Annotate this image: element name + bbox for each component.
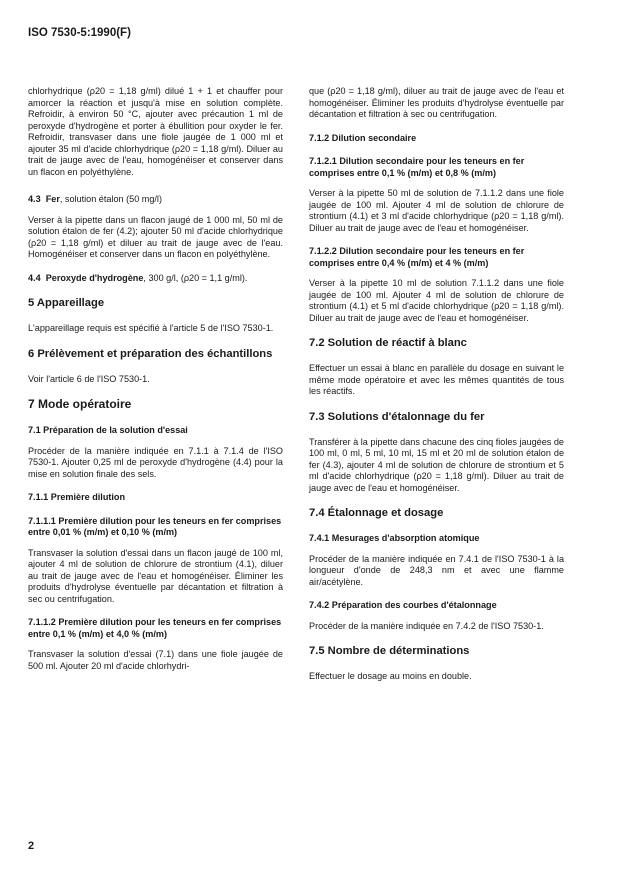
section-7-4-1-heading: 7.4.1 Mesurages d'absorption atomique: [309, 533, 480, 543]
section-7-1-1-1-heading: 7.1.1.1 Première dilution pour les teneurs en fer comprises entre 0,01 % (m/m) et 0,10 % (m/m): [28, 515, 282, 537]
left-column: [28, 86, 283, 684]
section-7-1-1-2-heading: 7.1.1.2 Première dilution pour les teneurs en fer comprises entre 0,1 % (m/m) et 4,0 % (m/m): [28, 617, 282, 639]
paragraph: Effectuer le dosage au moins en double.: [309, 671, 472, 681]
paragraph: Transférer à la pipette dans chacune des cinq fioles jaugées de 100 ml, 0 ml, 5 ml, 10 ml, 15 ml et 20 ml de solution étalon de fer (4.3), ajouter 4 ml de solution de chlorure de strontium et 5 ml d'acide chlorhydrique (ρ20 = 1,18 g/ml). Diluer au trait de jauge avec de l'eau et homogénéiser.: [309, 436, 564, 493]
paragraph: Verser à la pipette 10 ml de solution 7.1.1.2 dans une fiole jaugée de 100 ml. Ajouter 4 ml de solution de chlorure de strontium (4.1) et 5 ml d'acide chlorhydrique (ρ20 = 1,18 g/ml). Diluer au trait de jauge avec de l'eau et homogénéiser.: [309, 278, 564, 323]
paragraph: chlorhydrique (ρ20 = 1,18 g/ml) dilué 1 + 1 et chauffer pour amorcer la réaction et jusqu'à mise en solution complète. Refroidir, à environ 50 °C, ajouter avec précaution 1 ml de peroxyde d'hydrogène et porter à ébullition pour oxyder le fer. Refroidir, transvaser dans une fiole jaugée de 1 000 ml et ajouter 35 ml d'acide chlorhydrique (ρ20 = 1,18 g/ml). Diluer au trait de jauge avec de l'eau, homogénéiser et conserver dans un flacon en polyéthylène.: [28, 86, 283, 177]
section-7-1-2-2-heading: 7.1.2.2 Dilution secondaire pour les teneurs en fer comprises entre 0,4 % (m/m) et 4 % (m/m): [309, 246, 525, 268]
section-7-1-2-1-heading: 7.1.2.1 Dilution secondaire pour les teneurs en fer comprises entre 0,1 % (m/m) et 0,8 % (m/m): [309, 156, 525, 178]
paragraph: que (ρ20 = 1,18 g/ml), diluer au trait de jauge avec de l'eau et homogénéiser. Éliminer les produits d'hydrolyse éventuelle par décantation et filtration à sec ou centrifugation.: [309, 86, 564, 119]
section-7-1-heading: 7.1 Préparation de la solution d'essai: [28, 425, 188, 435]
paragraph: Procéder de la manière indiquée en 7.4.2 de l'ISO 7530-1.: [309, 620, 544, 631]
section-7-5-heading: 7.5 Nombre de déterminations: [309, 645, 470, 657]
section-7-2-heading: 7.2 Solution de réactif à blanc: [309, 337, 467, 349]
right-column: [309, 86, 564, 695]
section-5-heading: 5 Appareillage: [28, 297, 105, 309]
paragraph: Voir l'article 6 de l'ISO 7530-1.: [28, 373, 150, 384]
paragraph: Verser à la pipette 50 ml de solution de 7.1.1.2 dans une fiole jaugée de 100 ml. Ajouter 4 ml de solution de chlorure de strontium (4.1) et 3 ml d'acide chlorhydrique (ρ20 = 1,18 g/ml). Diluer au trait de jauge avec de l'eau et homogénéiser.: [309, 188, 564, 233]
paragraph: Transvaser la solution d'essai dans un flacon jaugé de 100 ml, ajouter 4 ml de solution de chlorure de strontium (4.1), diluer au trait de jauge avec de l'eau et homogénéiser. Éliminer les produits d'hydrolyse éventuelle par décantation et filtration à sec ou centrifugation.: [28, 547, 283, 604]
paragraph: Procéder de la manière indiquée en 7.1.1 à 7.1.4 de l'ISO 7530-1. Ajouter 0,25 ml de peroxyde d'hydrogène (4.4) pour la mise en solution finale des sels.: [28, 445, 283, 479]
section-7-1-2-heading: 7.1.2 Dilution secondaire: [309, 132, 417, 143]
section-7-4-2-heading: 7.4.2 Préparation des courbes d'étalonnage: [309, 600, 497, 610]
paragraph: L'appareillage requis est spécifié à l'article 5 de l'ISO 7530-1.: [28, 323, 274, 333]
section-7-heading: 7 Mode opératoire: [28, 397, 132, 411]
paragraph: Effectuer un essai à blanc en parallèle du dosage en suivant le même mode opératoire et avec les mêmes quantités de tous les réactifs.: [309, 363, 564, 396]
paragraph: Transvaser la solution d'essai (7.1) dans une fiole jaugée de 500 ml. Ajouter 20 ml d'acide chlorhydri-: [28, 649, 283, 671]
section-6-heading: 6 Prélèvement et préparation des échantillons: [28, 347, 273, 360]
section-4-3-heading: 4.3 Fer, solution étalon (50 mg/l): [28, 194, 162, 204]
section-7-1-1-heading: 7.1.1 Première dilution: [28, 492, 126, 502]
section-7-4-heading: 7.4 Étalonnage et dosage: [309, 507, 444, 519]
paragraph: Verser à la pipette dans un flacon jaugé de 1 000 ml, 50 ml de solution étalon de fer (4.2); ajouter 50 ml d'acide chlorhydrique (ρ20 = 1,18 g/ml) et diluer au trait de jauge avec de l'eau. Homogénéiser et conserver dans un flacon en polyéthylène.: [28, 214, 283, 259]
page-number: 2: [28, 840, 35, 852]
section-4-4-heading: 4.4 Peroxyde d'hydrogène, 300 g/l, (ρ20 = 1,1 g/ml).: [28, 272, 248, 283]
section-7-3-heading: 7.3 Solutions d'étalonnage du fer: [309, 410, 485, 423]
document-header: ISO 7530-5:1990(F): [28, 27, 131, 39]
paragraph: Procéder de la manière indiquée en 7.4.1 de l'ISO 7530-1 à la longueur d'onde de 248,3 nm et avec une flamme air/acétylène.: [309, 553, 564, 587]
